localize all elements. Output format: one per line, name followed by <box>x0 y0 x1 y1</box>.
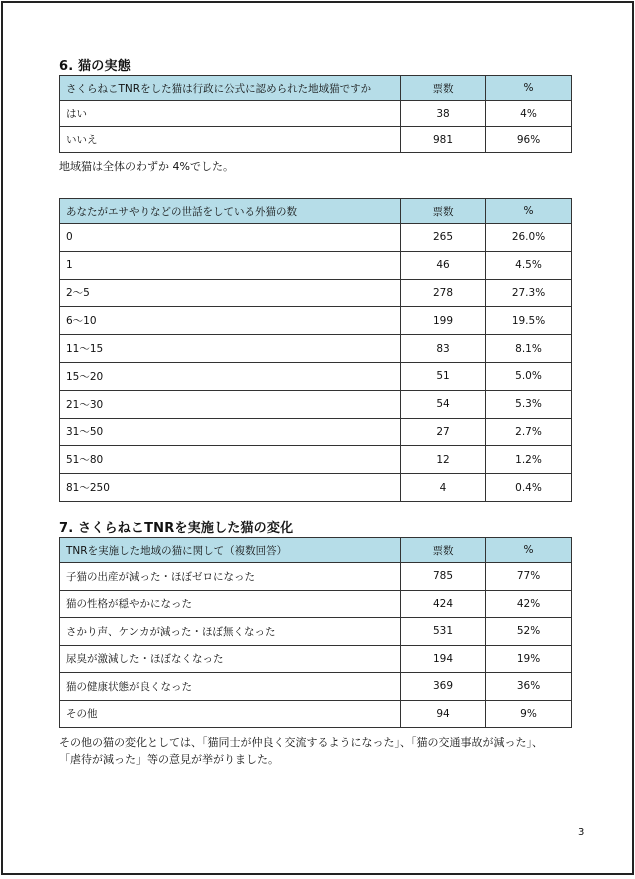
table-cell: 19% <box>486 645 572 673</box>
table-row <box>60 279 572 307</box>
table-cell: 5.0% <box>486 362 572 390</box>
table-cell: 981 <box>401 127 486 153</box>
column-header: % <box>486 199 572 224</box>
column-header: % <box>486 538 572 563</box>
table-cell: 278 <box>401 279 486 307</box>
table-row <box>60 563 572 591</box>
column-header: 票数 <box>401 199 486 224</box>
table-cell: 19.5% <box>486 307 572 335</box>
table-cell: その他 <box>60 700 401 728</box>
column-header: TNRを実施した地域の猫に関して（複数回答） <box>60 538 401 563</box>
table-cell: 6～10 <box>60 307 401 335</box>
table-row <box>60 618 572 646</box>
section-7-heading: 7. さくらねこTNRを実施した猫の変化 <box>59 521 294 536</box>
table-cell: 猫の健康状態が良くなった <box>60 673 401 701</box>
table-row <box>60 418 572 446</box>
table-cell: 8.1% <box>486 335 572 363</box>
table-cell: 4.5% <box>486 251 572 279</box>
table-cell: 2～5 <box>60 279 401 307</box>
table-cell: さかり声、ケンカが減った・ほぼ無くなった <box>60 618 401 646</box>
page-number: 3 <box>578 827 585 838</box>
table-cell: 9% <box>486 700 572 728</box>
table-cell: 52% <box>486 618 572 646</box>
table-cell: 4% <box>486 101 572 127</box>
table-cell: 1.2% <box>486 446 572 474</box>
table-cell: 199 <box>401 307 486 335</box>
table-cell: 42% <box>486 590 572 618</box>
column-header: さくらねこTNRをした猫は行政に公式に認められた地域猫ですか <box>60 76 401 101</box>
table-row <box>60 307 572 335</box>
table-cell: 21～30 <box>60 390 401 418</box>
table-cell: 38 <box>401 101 486 127</box>
table-row <box>60 673 572 701</box>
table-cell: 424 <box>401 590 486 618</box>
table-cell: 36% <box>486 673 572 701</box>
table-cell: 猫の性格が穏やかになった <box>60 590 401 618</box>
table-cell: 31～50 <box>60 418 401 446</box>
table-cell: 0 <box>60 224 401 252</box>
table-cell: 531 <box>401 618 486 646</box>
table-cell: 369 <box>401 673 486 701</box>
table-cell: 27.3% <box>486 279 572 307</box>
table-row <box>60 251 572 279</box>
table-row <box>60 700 572 728</box>
table-row <box>60 446 572 474</box>
tnr-changes-table <box>59 537 572 728</box>
table-cell: 尿臭が激減した・ほぼなくなった <box>60 645 401 673</box>
table-cell: 0.4% <box>486 474 572 502</box>
section-6-heading: 6. 猫の実態 <box>59 59 131 74</box>
table-cell: 77% <box>486 563 572 591</box>
document-page <box>1 1 634 875</box>
table-cell: 194 <box>401 645 486 673</box>
table-cell: 4 <box>401 474 486 502</box>
table-cell: 46 <box>401 251 486 279</box>
table-row <box>60 590 572 618</box>
table-row <box>60 224 572 252</box>
column-header: % <box>486 76 572 101</box>
table-header-row <box>60 538 572 563</box>
table-cell: 51～80 <box>60 446 401 474</box>
table-row <box>60 645 572 673</box>
section-7-note-line-2: 「虐待が減った」等の意見が挙がりました。 <box>59 753 279 766</box>
table-cell: 96% <box>486 127 572 153</box>
table-header-row <box>60 199 572 224</box>
table-row <box>60 390 572 418</box>
table-cell: 2.7% <box>486 418 572 446</box>
table-row <box>60 101 572 127</box>
table-row <box>60 474 572 502</box>
section-7-note-line-1: その他の猫の変化としては、「猫同士が仲良く交流するようになった」、「猫の交通事故が減った」、 <box>59 736 543 749</box>
table-cell: 1 <box>60 251 401 279</box>
outdoor-cat-count-table <box>59 198 572 502</box>
table-cell: 27 <box>401 418 486 446</box>
table-cell: いいえ <box>60 127 401 153</box>
table-row <box>60 362 572 390</box>
table-cell: 15～20 <box>60 362 401 390</box>
table-cell: 子猫の出産が減った・ほぼゼロになった <box>60 563 401 591</box>
table-cell: 83 <box>401 335 486 363</box>
table-row <box>60 335 572 363</box>
table-cell: 94 <box>401 700 486 728</box>
table-cell: 265 <box>401 224 486 252</box>
table-cell: 81～250 <box>60 474 401 502</box>
table-cell: 54 <box>401 390 486 418</box>
table-header-row <box>60 76 572 101</box>
table-cell: 51 <box>401 362 486 390</box>
table-cell: 785 <box>401 563 486 591</box>
table-cell: 12 <box>401 446 486 474</box>
table-cell: 11～15 <box>60 335 401 363</box>
column-header: 票数 <box>401 538 486 563</box>
tnr-official-table <box>59 75 572 153</box>
table-row <box>60 127 572 153</box>
table-cell: 5.3% <box>486 390 572 418</box>
column-header: 票数 <box>401 76 486 101</box>
table-cell: 26.0% <box>486 224 572 252</box>
column-header: あなたがエサやりなどの世話をしている外猫の数 <box>60 199 401 224</box>
table-cell: はい <box>60 101 401 127</box>
section-6-note: 地域猫は全体のわずか 4%でした。 <box>59 160 234 173</box>
